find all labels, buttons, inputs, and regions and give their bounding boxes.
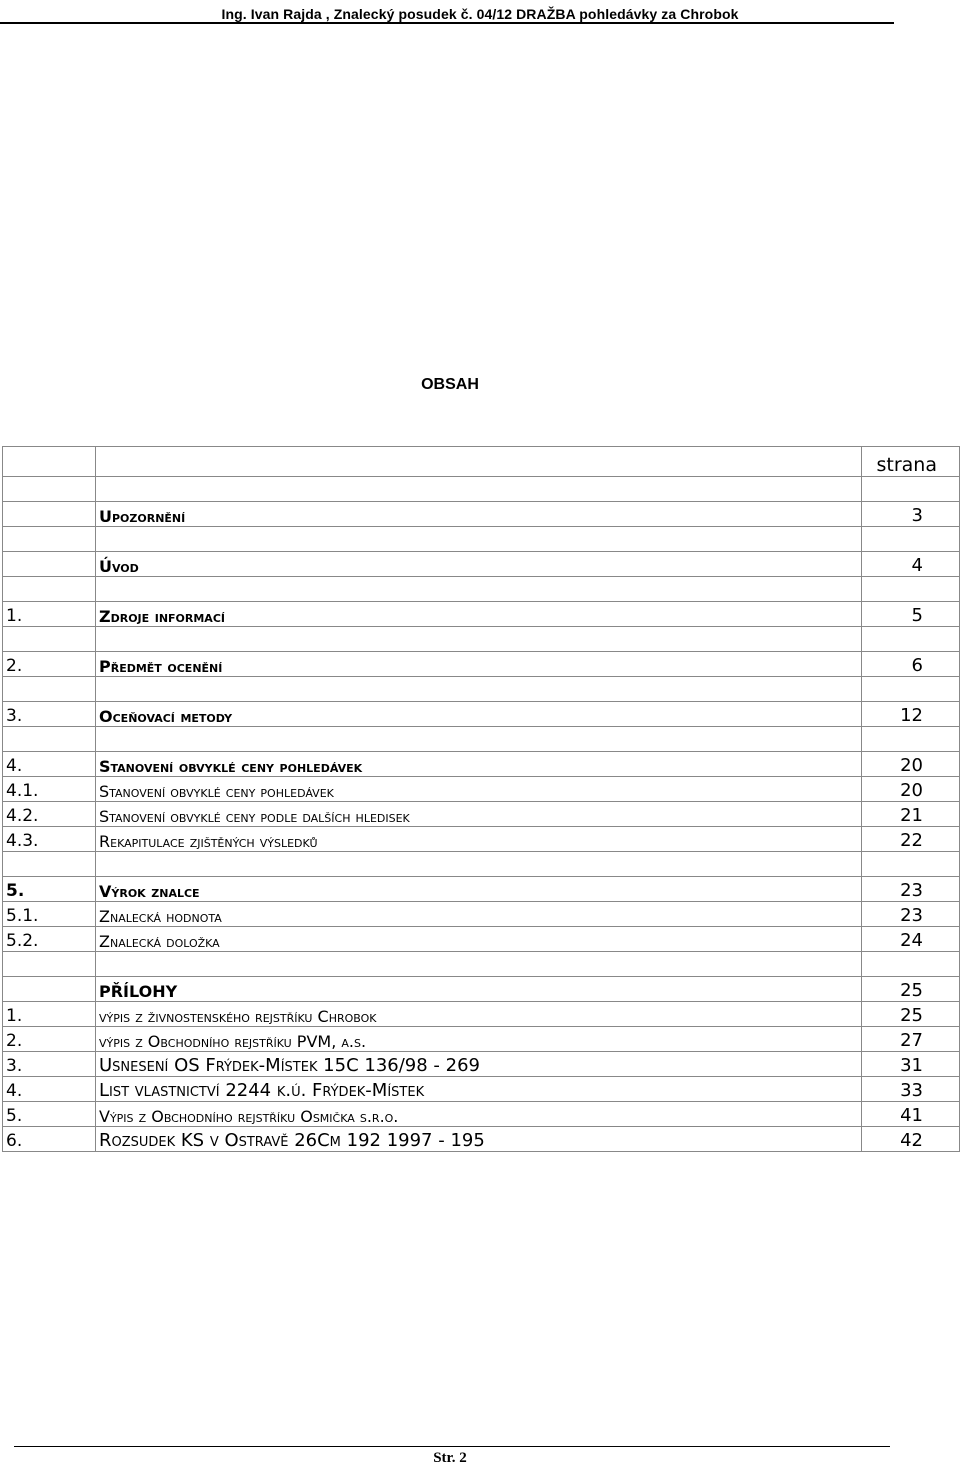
- toc-row-page: 42: [862, 1127, 960, 1152]
- toc-row-page: 23: [862, 877, 960, 902]
- toc-row[interactable]: 4. List vlastnictví 2244 k.ú. Frýdek-Místek 33: [3, 1077, 960, 1102]
- toc-row[interactable]: 2. výpis z Obchodního rejstříku PVM, a.s. 27: [3, 1027, 960, 1052]
- toc-row-label: Oceňovací metody: [96, 702, 862, 727]
- header-rule: [0, 22, 894, 24]
- toc-row[interactable]: 2. Předmět ocenění 6: [3, 652, 960, 677]
- toc-row-page: 23: [862, 902, 960, 927]
- toc-row[interactable]: [3, 977, 960, 1002]
- toc-row[interactable]: 3. Oceňovací metody 12: [3, 702, 960, 727]
- toc-row-label: Usnesení OS Frýdek-Místek 15C 136/98 - 269: [96, 1052, 862, 1077]
- toc-row-page: 20: [862, 752, 960, 777]
- toc-row-page: 21: [862, 802, 960, 827]
- toc-row-label: Znalecká hodnota: [96, 902, 862, 927]
- toc-row-page: 24: [862, 927, 960, 952]
- toc-row-label: Znalecká doložka: [96, 927, 862, 952]
- toc-row[interactable]: 5. Výrok znalce 23: [3, 877, 960, 902]
- toc-row-label: Rekapitulace zjištěných výsledků: [96, 827, 862, 852]
- toc-row[interactable]: 4. Stanovení obvyklé ceny pohledávek 20: [3, 752, 960, 777]
- page-title: OBSAH: [421, 376, 479, 393]
- toc-row-label: PŘÍLOHY: [96, 977, 862, 1002]
- toc-row-page: 6: [862, 652, 960, 677]
- toc-row[interactable]: 4.3. Rekapitulace zjištěných výsledků 22: [3, 827, 960, 852]
- toc-row-page: 12: [862, 702, 960, 727]
- toc-row[interactable]: 4.1. Stanovení obvyklé ceny pohledávek 20: [3, 777, 960, 802]
- toc-row[interactable]: 3. Usnesení OS Frýdek-Místek 15C 136/98 - 269 31: [3, 1052, 960, 1077]
- toc-row[interactable]: 1. Zdroje informací 5: [3, 602, 960, 627]
- toc-row-label: Výrok znalce: [96, 877, 862, 902]
- toc-row-label: Úvod: [96, 552, 862, 577]
- toc-row-page: 4: [862, 552, 960, 577]
- toc-row-page: 22: [862, 827, 960, 852]
- toc-row-label: výpis z Obchodního rejstříku PVM, a.s.: [96, 1027, 862, 1052]
- toc-row-label: Upozornění: [96, 502, 862, 527]
- toc-row-label: Výpis z Obchodního rejstříku Osmička s.r.o.: [96, 1102, 862, 1127]
- page-number: Str. 2: [433, 1450, 467, 1466]
- toc-row-page: 5: [862, 602, 960, 627]
- toc-row-page: 27: [862, 1027, 960, 1052]
- toc-row-page: 3: [862, 502, 960, 527]
- toc-row-label: List vlastnictví 2244 k.ú. Frýdek-Místek: [96, 1077, 862, 1102]
- footer-rule: [14, 1446, 890, 1447]
- toc-row-label: Stanovení obvyklé ceny pohledávek: [96, 777, 862, 802]
- toc-row[interactable]: 6. Rozsudek KS v Ostravě 26Cm 192 1997 - 195 42: [3, 1127, 960, 1152]
- toc-row-page: 25: [862, 1002, 960, 1027]
- toc-row-page: 41: [862, 1102, 960, 1127]
- toc-row-page: 20: [862, 777, 960, 802]
- toc-row[interactable]: [3, 502, 960, 527]
- toc-row-label: Stanovení obvyklé ceny pohledávek: [96, 752, 862, 777]
- toc-header-row: [3, 447, 960, 477]
- toc-row[interactable]: 5.2. Znalecká doložka 24: [3, 927, 960, 952]
- toc-table: [2, 446, 960, 1152]
- toc-row-page: 25: [862, 977, 960, 1002]
- toc-row-label: Stanovení obvyklé ceny podle dalších hledisek: [96, 802, 862, 827]
- toc-row-page: 33: [862, 1077, 960, 1102]
- toc-row[interactable]: 5. Výpis z Obchodního rejstříku Osmička s.r.o. 41: [3, 1102, 960, 1127]
- toc-row-label: Předmět ocenění: [96, 652, 862, 677]
- toc-row[interactable]: 1. výpis z živnostenského rejstříku Chrobok 25: [3, 1002, 960, 1027]
- toc-row-label: Zdroje informací: [96, 602, 862, 627]
- column-header-strana: strana: [862, 447, 960, 477]
- toc-row-label: Rozsudek KS v Ostravě 26Cm 192 1997 - 195: [96, 1127, 862, 1152]
- page-header: Ing. Ivan Rajda , Znalecký posudek č. 04/12 DRAŽBA pohledávky za Chrobok: [221, 6, 739, 22]
- toc-row[interactable]: 4.2. Stanovení obvyklé ceny podle dalších hledisek 21: [3, 802, 960, 827]
- toc-row-label: výpis z živnostenského rejstříku Chrobok: [96, 1002, 862, 1027]
- toc-row[interactable]: 5.1. Znalecká hodnota 23: [3, 902, 960, 927]
- toc-row[interactable]: [3, 552, 960, 577]
- toc-row-page: 31: [862, 1052, 960, 1077]
